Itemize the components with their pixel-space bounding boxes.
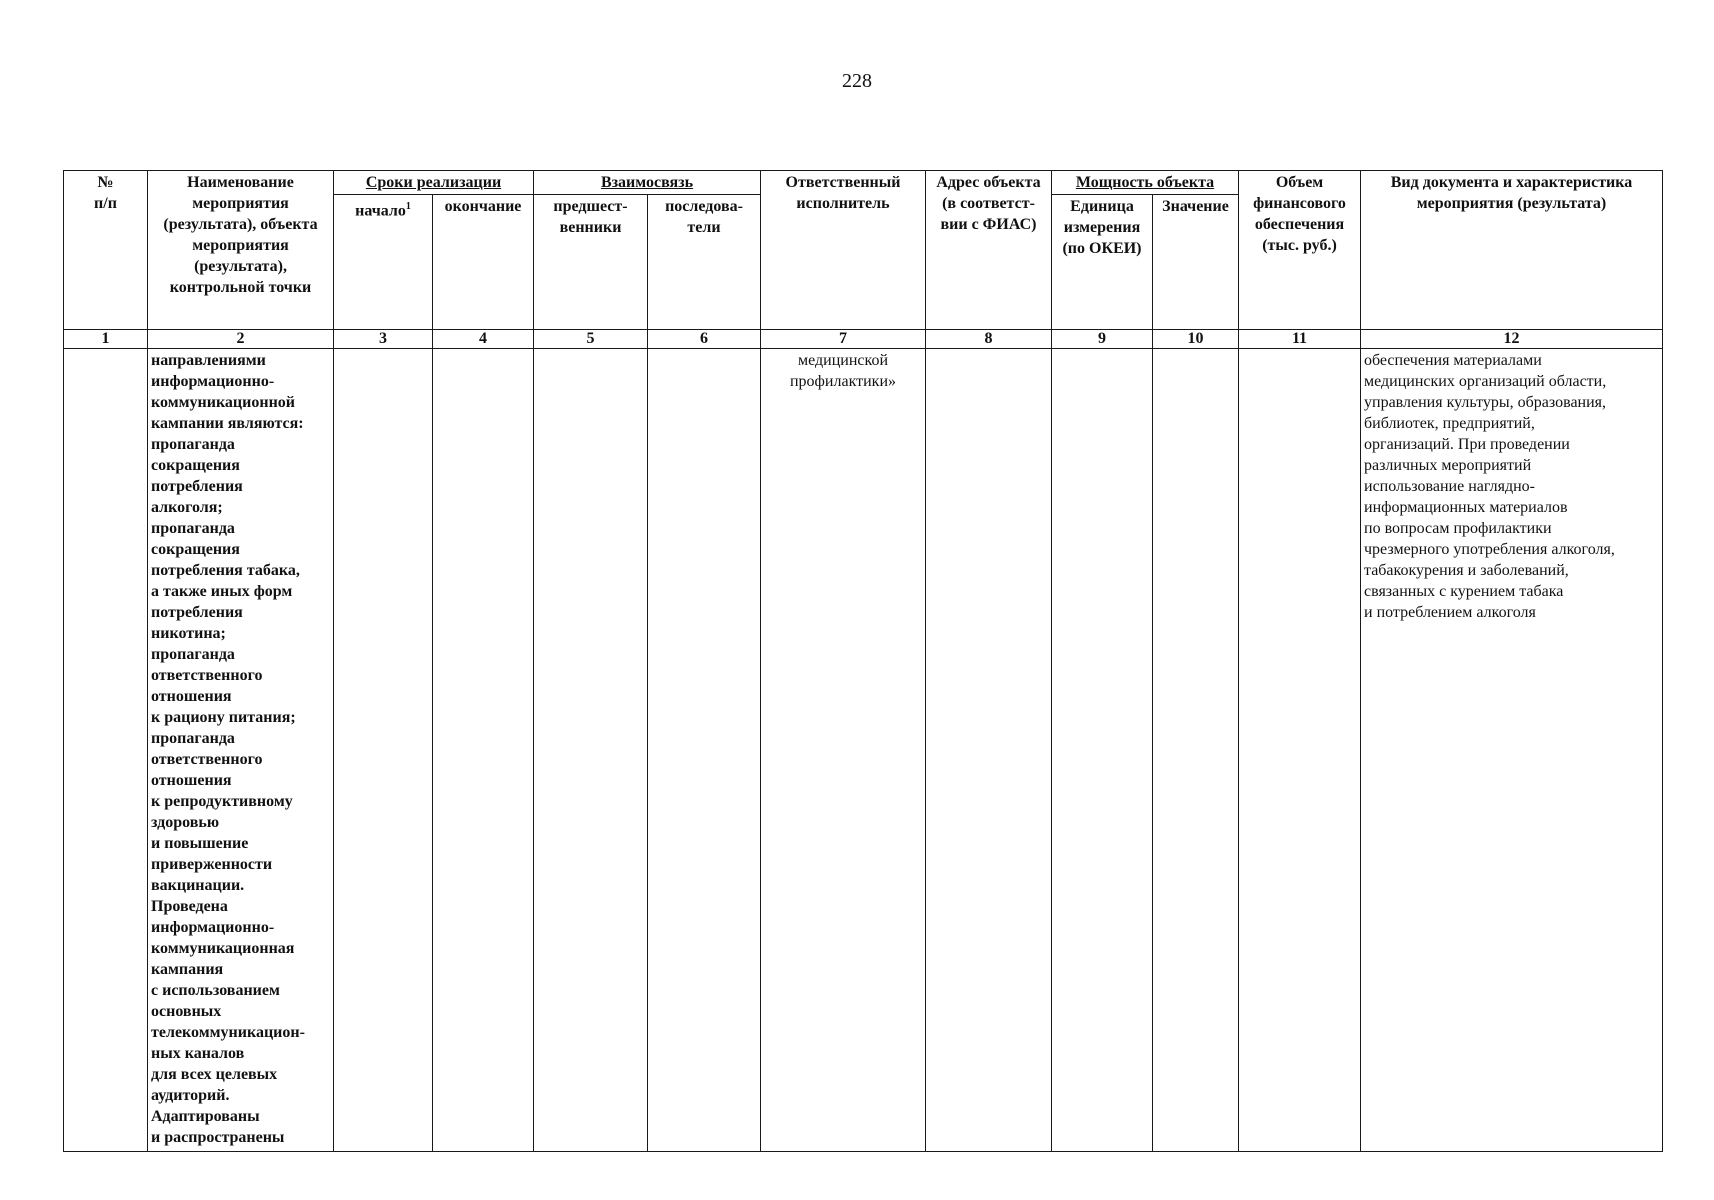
column-number: 12 [1361,330,1663,349]
header-end: окончание [433,195,534,330]
column-number: 4 [433,330,534,349]
header-timing: Сроки реализации [334,171,534,195]
footnote-marker: 1 [405,201,411,212]
page-number: 228 [842,70,872,92]
cell-value [1153,349,1239,1152]
cell-funding [1239,349,1361,1152]
column-number-row [64,330,1663,349]
column-number: 10 [1153,330,1239,349]
cell-start [334,349,433,1152]
header-name: Наименование мероприятия (результата), объекта мероприятия (результата), контрольной точки [148,171,334,330]
column-number: 2 [148,330,334,349]
column-number: 11 [1239,330,1361,349]
column-number: 1 [64,330,148,349]
cell-doc-type: обеспечения материалами медицинских организаций области, управления культуры, образования, библиотек, предприятий, организаций. При проведении различных мероприятий использование наглядно- информационных материалов по вопросам профилактики чрезмерного употребления алкоголя, табакокурения и заболеваний, связанных с курением табака и потреблением алкоголя [1361,349,1663,1152]
column-number: 9 [1052,330,1153,349]
column-number: 3 [334,330,433,349]
column-number: 6 [648,330,761,349]
column-number: 8 [926,330,1052,349]
cell-num [64,349,148,1152]
column-number: 7 [761,330,926,349]
header-doc-type: Вид документа и характеристика мероприятия (результата) [1361,171,1663,330]
header-address: Адрес объекта (в соответст-вии с ФИАС) [926,171,1052,330]
cell-address [926,349,1052,1152]
header-unit: Единица измерения (по ОКЕИ) [1052,195,1153,330]
table-row [64,349,1663,1152]
cell-successors [648,349,761,1152]
header-responsible: Ответственный исполнитель [761,171,926,330]
header-value: Значение [1153,195,1239,330]
cell-predecessors [534,349,648,1152]
header-num: № п/п [64,171,148,330]
header-funding: Объем финансового обеспечения (тыс. руб.) [1239,171,1361,330]
cell-unit [1052,349,1153,1152]
cell-responsible: медицинской профилактики» [761,349,926,1152]
header-start: начало$^1$ [334,195,433,330]
column-number: 5 [534,330,648,349]
cell-activity-name: направлениями информационно- коммуникационной кампании являются: пропаганда сокращения потребления алкоголя; пропаганда сокращения потребления табака, а также иных форм потребления никотина; пропаганда ответственного отношения к рациону питания; пропаганда ответственного отношения к репродуктивному здоровью и повышение приверженности вакцинации. Проведена информационно- коммуникационная кампания с использованием основных телекоммуникацион- ных каналов для всех целевых аудиторий. Адаптированы и распространены [148,349,334,1152]
cell-end [433,349,534,1152]
header-row-top [64,171,1663,195]
header-capacity: Мощность объекта [1052,171,1239,195]
header-successors: последова- тели [648,195,761,330]
header-relation: Взаимосвязь [534,171,761,195]
header-predecessors: предшест- венники [534,195,648,330]
activities-table [63,170,1663,1152]
